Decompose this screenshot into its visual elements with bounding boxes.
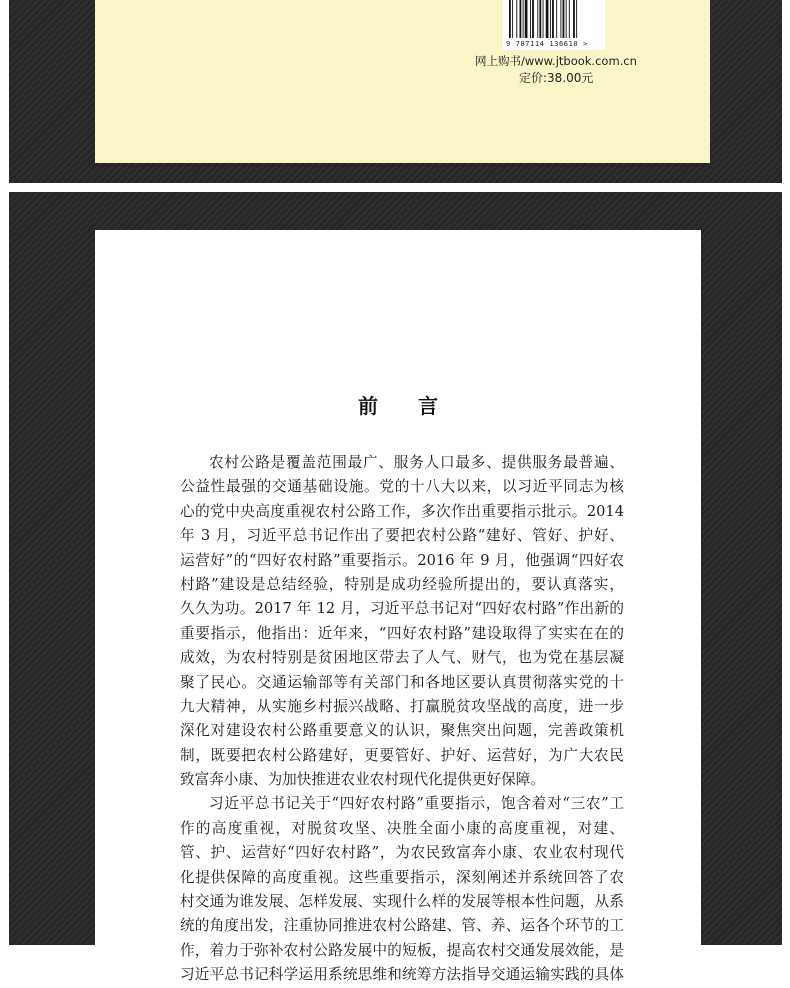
preface-line: 年 3 月，习近平总书记作出了要把农村公路“建好、管好、护好、	[180, 527, 624, 545]
isbn-number: 9 787114 136610 >	[506, 40, 588, 48]
preface-line: 习近平总书记关于“四好农村路”重要指示，饱含着对“三农”工	[209, 795, 624, 813]
preface-line: 心的党中央高度重视农村公路工作，多次作出重要指示批示。2014	[180, 502, 624, 520]
preface-line: 作的高度重视，对脱贫攻坚、决胜全面小康的高度重视，对建、	[180, 819, 624, 837]
preface-line: 作，着力于弥补农村公路发展中的短板，提高农村交通发展效能，是	[180, 941, 624, 959]
book-back-cover-panel	[9, 0, 782, 183]
preface-line: 制，既要把农村公路建好，更要管好、护好、运营好，为广大农民	[180, 746, 624, 764]
online-purchase-text: 网上购书/www.jtbook.com.cn	[475, 54, 637, 68]
preface-line: 公益性最强的交通基础设施。党的十八大以来，以习近平同志为核	[180, 478, 624, 496]
preface-line: 村路”建设是总结经验，特别是成功经验所提出的，要认真落实，	[180, 575, 624, 593]
preface-line: 运营好”的“四好农村路”重要指示。2016 年 9 月，他强调“四好农	[180, 551, 624, 569]
preface-body	[180, 451, 624, 988]
preface-line: 习近平总书记科学运用系统思维和统筹方法指导交通运输实践的具体	[180, 966, 624, 984]
price-text: 定价:38.00元	[519, 71, 594, 85]
preface-line: 成效，为农村特别是贫困地区带去了人气、财气，也为党在基层凝	[180, 649, 624, 667]
preface-line: 致富奔小康、为加快推进农业农村现代化提供更好保障。	[180, 771, 545, 789]
preface-line: 久久为功。2017 年 12 月，习近平总书记对“四好农村路”作出新的	[180, 600, 624, 618]
preface-line: 村交通为谁发展、怎样发展、实现什么样的发展等根本性问题，从系	[180, 893, 624, 911]
back-cover	[95, 0, 710, 163]
preface-page	[95, 230, 701, 984]
preface-line: 农村公路是覆盖范围最广、服务人口最多、提供服务最普遍、	[209, 454, 624, 471]
barcode-graphic	[507, 0, 601, 40]
preface-line: 统的角度出发，注重协同推进农村公路建、管、养、运各个环节的工	[180, 917, 624, 935]
isbn-barcode	[503, 0, 605, 50]
preface-title: 前言	[358, 394, 478, 418]
preface-line: 重要指示，他指出：近年来，“四好农村路”建设取得了实实在在的	[180, 624, 624, 642]
book-page-panel	[9, 192, 782, 984]
preface-line: 聚了民心。交通运输部等有关部门和各地区要认真贯彻落实党的十	[180, 673, 624, 691]
preface-line: 深化对建设农村公路重要意义的认识，聚焦突出问题，完善政策机	[180, 722, 624, 740]
preface-line: 管、护、运营好“四好农村路”，为农民致富奔小康、农业农村现代	[180, 844, 624, 862]
preface-line: 化提供保障的高度重视。这些重要指示，深刻阐述并系统回答了农	[180, 868, 624, 886]
preface-line: 九大精神，从实施乡村振兴战略、打赢脱贫攻坚战的高度，进一步	[180, 697, 624, 715]
